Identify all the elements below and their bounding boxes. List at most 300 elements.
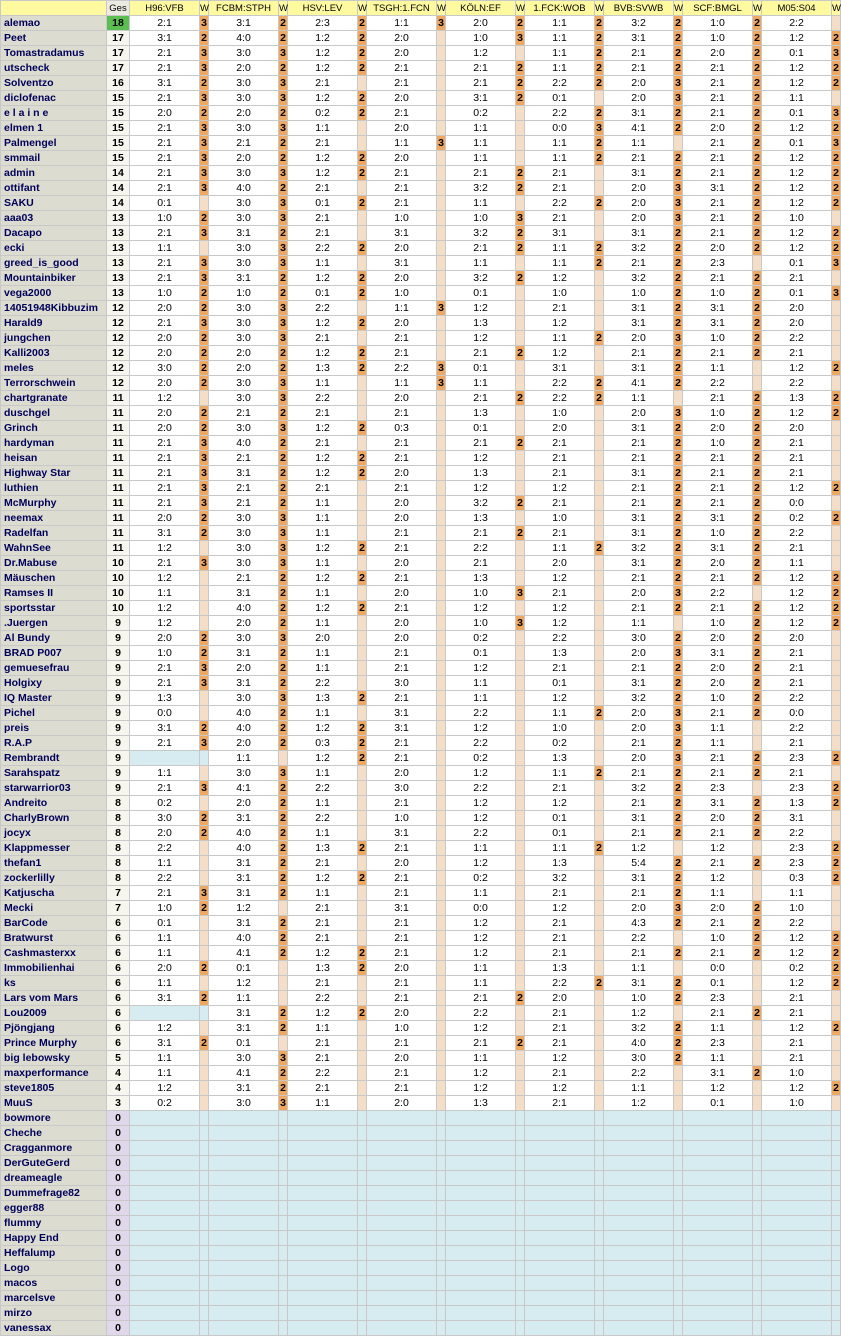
points-cell (200, 1096, 209, 1111)
points-cell: 2 (280, 871, 286, 884)
points-cell: 3 (201, 736, 207, 749)
points-cell: 2 (675, 676, 681, 689)
points-cell (516, 796, 525, 811)
points-cell: 2 (359, 31, 365, 44)
points-cell (279, 1186, 288, 1201)
tip-cell: 2:1 (604, 601, 674, 616)
tip-cell: 0:0 (130, 706, 200, 721)
tip-cell: 2:1 (446, 166, 516, 181)
points-cell: 2 (359, 421, 365, 434)
player-total: 14 (107, 196, 130, 211)
points-cell (358, 661, 367, 676)
points-cell: 2 (675, 736, 681, 749)
tip-cell: 1:2 (762, 151, 832, 166)
tip-cell: 0:3 (367, 421, 437, 436)
points-cell (279, 1141, 288, 1156)
tip-cell (446, 1276, 516, 1291)
tip-cell (683, 1321, 753, 1336)
points-cell: 3 (280, 766, 286, 779)
points-cell (516, 1216, 525, 1231)
tip-cell: 4:1 (209, 946, 279, 961)
tip-cell: 2:0 (683, 676, 753, 691)
tip-cell: 2:1 (525, 886, 595, 901)
tip-cell: 2:0 (367, 586, 437, 601)
tip-cell (762, 1201, 832, 1216)
player-name: Klappmesser (1, 841, 107, 856)
points-cell: 3 (280, 556, 286, 569)
player-name: chartgranate (1, 391, 107, 406)
tip-cell: 2:2 (288, 676, 358, 691)
points-cell (595, 751, 604, 766)
points-cell: 2 (754, 1006, 760, 1019)
points-cell (674, 1321, 683, 1336)
tip-cell: 1:1 (288, 766, 358, 781)
points-cell (516, 901, 525, 916)
points-cell: 3 (201, 121, 207, 134)
player-name: Rembrandt (1, 751, 107, 766)
tip-cell: 2:0 (367, 151, 437, 166)
points-cell: 2 (517, 391, 523, 404)
tip-cell: 1:1 (130, 976, 200, 991)
tip-cell: 2:1 (367, 541, 437, 556)
points-cell: 2 (754, 106, 760, 119)
tip-cell: 2:1 (288, 1051, 358, 1066)
tip-cell: 2:2 (525, 976, 595, 991)
points-cell (595, 361, 604, 376)
player-total: 6 (107, 961, 130, 976)
points-cell: 2 (675, 661, 681, 674)
points-cell: 2 (280, 61, 286, 74)
tip-cell: 2:0 (604, 181, 674, 196)
points-cell: 2 (280, 661, 286, 674)
tip-cell: 1:2 (288, 541, 358, 556)
points-cell (437, 406, 446, 421)
points-cell (516, 931, 525, 946)
points-cell: 2 (280, 736, 286, 749)
points-cell (516, 1231, 525, 1246)
tip-cell: 3:1 (604, 526, 674, 541)
player-name: starwarrior03 (1, 781, 107, 796)
tip-cell: 2:0 (683, 241, 753, 256)
points-cell (674, 1066, 683, 1081)
points-cell (358, 1231, 367, 1246)
points-cell (516, 631, 525, 646)
player-name: Dr.Mabuse (1, 556, 107, 571)
points-cell (674, 616, 683, 631)
points-cell: 2 (596, 241, 602, 254)
points-cell (832, 1141, 841, 1156)
tip-cell: 1:2 (525, 601, 595, 616)
points-cell: 2 (675, 511, 681, 524)
tip-cell: 2:1 (762, 736, 832, 751)
points-cell (200, 1261, 209, 1276)
tip-cell (762, 1246, 832, 1261)
table-row (1, 1096, 841, 1111)
table-row (1, 391, 841, 406)
tip-cell: 2:2 (525, 376, 595, 391)
tip-cell: 0:2 (446, 871, 516, 886)
tip-cell: 1:1 (288, 706, 358, 721)
tip-cell: 1:3 (446, 1096, 516, 1111)
points-cell (437, 226, 446, 241)
points-cell (200, 1171, 209, 1186)
tip-cell: 3:0 (367, 781, 437, 796)
points-cell: 3 (675, 406, 681, 419)
tip-cell: 1:1 (367, 136, 437, 151)
tip-cell: 1:1 (604, 1081, 674, 1096)
points-cell (832, 1306, 841, 1321)
tip-cell: 3:0 (209, 631, 279, 646)
points-cell: 2 (754, 346, 760, 359)
points-cell: 3 (675, 646, 681, 659)
points-cell: 2 (675, 1051, 681, 1064)
player-name: Sarahspatz (1, 766, 107, 781)
points-cell: 2 (754, 796, 760, 809)
points-cell (200, 916, 209, 931)
points-cell (832, 631, 841, 646)
points-cell: 2 (517, 226, 523, 239)
tip-cell: 1:2 (288, 46, 358, 61)
points-cell: 2 (833, 361, 839, 374)
points-cell (200, 841, 209, 856)
points-cell (832, 1201, 841, 1216)
points-cell (358, 1276, 367, 1291)
player-total: 17 (107, 31, 130, 46)
points-cell (516, 571, 525, 586)
points-cell (437, 1051, 446, 1066)
tip-cell: 2:1 (130, 781, 200, 796)
points-cell: 2 (833, 856, 839, 869)
tip-cell (130, 1261, 200, 1276)
points-cell: 2 (833, 841, 839, 854)
tip-cell: 1:2 (525, 796, 595, 811)
player-total: 8 (107, 841, 130, 856)
tip-cell: 0:1 (525, 826, 595, 841)
points-cell (279, 1321, 288, 1336)
points-cell (437, 481, 446, 496)
tip-cell: 1:2 (130, 1081, 200, 1096)
points-cell (595, 466, 604, 481)
tip-cell: 2:1 (288, 1036, 358, 1051)
points-cell (200, 571, 209, 586)
player-total: 12 (107, 346, 130, 361)
tip-cell (130, 1126, 200, 1141)
table-row (1, 931, 841, 946)
points-cell (358, 391, 367, 406)
points-cell: 2 (754, 166, 760, 179)
player-name: Pjöngjang (1, 1021, 107, 1036)
table-row (1, 811, 841, 826)
points-cell: 2 (675, 916, 681, 929)
tip-cell: 2:1 (683, 211, 753, 226)
tip-cell: 1:2 (288, 571, 358, 586)
points-cell (358, 1051, 367, 1066)
tip-cell: 2:3 (288, 16, 358, 31)
tip-cell: 3:2 (604, 541, 674, 556)
tip-cell: 1:2 (762, 31, 832, 46)
points-cell (516, 736, 525, 751)
tip-cell: 2:1 (683, 496, 753, 511)
tip-cell: 2:3 (762, 841, 832, 856)
tip-cell: 1:1 (446, 676, 516, 691)
points-cell (358, 1111, 367, 1126)
tip-cell: 2:1 (683, 601, 753, 616)
points-cell (358, 586, 367, 601)
tip-cell: 2:0 (604, 331, 674, 346)
player-total: 14 (107, 166, 130, 181)
points-cell: 2 (201, 811, 207, 824)
tip-cell: 3:0 (209, 316, 279, 331)
points-cell (200, 706, 209, 721)
tip-cell: 2:1 (130, 166, 200, 181)
w-header: W (595, 2, 604, 14)
tip-cell: 1:2 (209, 976, 279, 991)
tip-cell: 1:2 (604, 1006, 674, 1021)
tip-cell: 2:1 (683, 346, 753, 361)
points-cell (200, 1306, 209, 1321)
tip-cell: 2:2 (525, 76, 595, 91)
points-cell: 3 (280, 1051, 286, 1064)
points-cell (437, 451, 446, 466)
tip-cell: 1:1 (525, 61, 595, 76)
points-cell (516, 316, 525, 331)
tip-cell: 2:3 (762, 751, 832, 766)
tip-cell: 2:1 (367, 61, 437, 76)
tip-cell (525, 1276, 595, 1291)
tip-cell: 1:1 (604, 616, 674, 631)
points-cell (437, 1261, 446, 1276)
tip-cell: 4:0 (209, 181, 279, 196)
tip-cell: 1:0 (446, 31, 516, 46)
tip-cell: 3:0 (209, 766, 279, 781)
tip-cell: 3:0 (209, 211, 279, 226)
points-cell: 2 (280, 286, 286, 299)
points-cell: 3 (517, 211, 523, 224)
header-row (1, 1, 841, 16)
points-cell (516, 1006, 525, 1021)
tip-cell (446, 1141, 516, 1156)
player-name: Peet (1, 31, 107, 46)
tip-cell: 2:2 (762, 721, 832, 736)
tip-cell: 2:1 (762, 766, 832, 781)
points-cell (516, 766, 525, 781)
tip-cell: 1:1 (525, 241, 595, 256)
points-cell (437, 1246, 446, 1261)
tip-cell: 1:2 (288, 91, 358, 106)
points-cell: 3 (201, 316, 207, 329)
tip-cell: 3:2 (525, 871, 595, 886)
points-cell: 2 (833, 181, 839, 194)
tip-cell: 2:1 (604, 886, 674, 901)
tip-cell: 2:1 (209, 136, 279, 151)
points-cell (358, 256, 367, 271)
points-cell (516, 976, 525, 991)
tip-cell (446, 1126, 516, 1141)
tip-cell (446, 1216, 516, 1231)
table-row (1, 481, 841, 496)
table-row (1, 1216, 841, 1231)
points-cell (595, 1276, 604, 1291)
player-total: 8 (107, 856, 130, 871)
tip-cell: 2:1 (683, 826, 753, 841)
points-cell (753, 376, 762, 391)
points-cell: 3 (517, 586, 523, 599)
points-cell (358, 1141, 367, 1156)
table-row (1, 331, 841, 346)
player-total: 13 (107, 241, 130, 256)
points-cell (516, 871, 525, 886)
points-cell: 2 (280, 781, 286, 794)
tip-cell: 1:2 (288, 421, 358, 436)
points-cell: 2 (359, 571, 365, 584)
points-cell (753, 1141, 762, 1156)
points-cell (595, 946, 604, 961)
points-cell: 2 (754, 31, 760, 44)
tip-cell: 2:1 (683, 751, 753, 766)
points-cell (516, 916, 525, 931)
points-cell: 3 (280, 121, 286, 134)
tip-cell: 1:1 (525, 766, 595, 781)
tip-cell (525, 1216, 595, 1231)
points-cell (516, 706, 525, 721)
tip-cell: 1:1 (130, 1066, 200, 1081)
player-total: 10 (107, 556, 130, 571)
tip-cell: 2:1 (288, 76, 358, 91)
tip-cell: 1:2 (130, 616, 200, 631)
player-total: 9 (107, 691, 130, 706)
player-total: 9 (107, 706, 130, 721)
points-cell (832, 346, 841, 361)
points-cell: 2 (833, 511, 839, 524)
points-cell (437, 496, 446, 511)
tip-cell (288, 1126, 358, 1141)
tip-cell: 0:3 (762, 871, 832, 886)
tip-cell: 3:2 (446, 181, 516, 196)
tip-cell: 3:0 (209, 541, 279, 556)
tip-cell: 2:1 (367, 481, 437, 496)
tip-cell: 1:1 (130, 946, 200, 961)
points-cell (516, 661, 525, 676)
table-row (1, 166, 841, 181)
tip-cell: 2:1 (367, 76, 437, 91)
table-row (1, 496, 841, 511)
points-cell: 2 (675, 481, 681, 494)
tip-cell (367, 1276, 437, 1291)
tip-cell: 1:1 (288, 616, 358, 631)
tip-cell (604, 1321, 674, 1336)
player-name: duschgel (1, 406, 107, 421)
points-cell: 2 (675, 946, 681, 959)
points-cell (516, 826, 525, 841)
player-name: bowmore (1, 1111, 107, 1126)
points-cell (279, 991, 288, 1006)
points-cell (358, 526, 367, 541)
tip-cell: 3:1 (209, 586, 279, 601)
tip-cell: 2:1 (683, 61, 753, 76)
points-cell (674, 1306, 683, 1321)
tip-cell: 2:0 (604, 586, 674, 601)
tip-cell: 1:0 (525, 511, 595, 526)
points-cell: 2 (754, 541, 760, 554)
tip-cell: 2:1 (525, 931, 595, 946)
tip-cell (762, 1171, 832, 1186)
tip-cell: 1:0 (683, 526, 753, 541)
player-total: 0 (107, 1231, 130, 1246)
points-cell: 3 (280, 46, 286, 59)
table-row (1, 511, 841, 526)
player-name: luthien (1, 481, 107, 496)
tip-cell: 1:1 (683, 361, 753, 376)
tip-cell: 3:1 (209, 271, 279, 286)
tip-cell: 2:1 (604, 736, 674, 751)
tip-cell: 1:2 (762, 586, 832, 601)
tip-cell: 1:2 (288, 316, 358, 331)
points-cell (437, 511, 446, 526)
table-row (1, 616, 841, 631)
points-cell (832, 1156, 841, 1171)
points-cell (595, 631, 604, 646)
points-cell: 2 (675, 16, 681, 29)
points-cell: 2 (675, 631, 681, 644)
points-cell: 2 (201, 301, 207, 314)
tip-cell: 2:1 (446, 1036, 516, 1051)
tip-cell (130, 1006, 200, 1021)
points-cell: 2 (754, 481, 760, 494)
player-name: Prince Murphy (1, 1036, 107, 1051)
tip-cell: 2:1 (683, 106, 753, 121)
tip-cell: 1:2 (525, 1051, 595, 1066)
points-cell: 2 (517, 61, 523, 74)
tip-cell (367, 1231, 437, 1246)
tip-cell: 2:1 (130, 676, 200, 691)
tip-cell: 4:1 (209, 1066, 279, 1081)
points-cell: 2 (280, 481, 286, 494)
tip-cell (762, 1291, 832, 1306)
player-total: 6 (107, 1036, 130, 1051)
points-cell (516, 1111, 525, 1126)
points-cell: 3 (201, 676, 207, 689)
tip-cell: 3:1 (367, 256, 437, 271)
points-cell (595, 436, 604, 451)
points-cell: 2 (675, 871, 681, 884)
points-cell (595, 1021, 604, 1036)
tip-cell: 2:0 (367, 556, 437, 571)
points-cell: 2 (675, 1021, 681, 1034)
tip-cell: 1:2 (762, 976, 832, 991)
tip-cell (209, 1306, 279, 1321)
tip-cell (130, 1216, 200, 1231)
points-cell (595, 736, 604, 751)
points-cell: 2 (359, 361, 365, 374)
tip-cell: 2:2 (288, 241, 358, 256)
tip-cell: 2:2 (604, 931, 674, 946)
points-cell (832, 1111, 841, 1126)
points-cell (832, 1051, 841, 1066)
tip-cell: 2:3 (683, 1036, 753, 1051)
tip-cell: 1:0 (367, 811, 437, 826)
points-cell (516, 601, 525, 616)
match-header: SCF:BMGL (683, 1, 753, 16)
points-cell: 2 (280, 571, 286, 584)
points-cell (595, 916, 604, 931)
tip-cell (762, 1156, 832, 1171)
tip-cell: 2:0 (130, 331, 200, 346)
player-name: greed_is_good (1, 256, 107, 271)
tip-cell (604, 1276, 674, 1291)
table-row (1, 151, 841, 166)
tip-cell: 0:2 (446, 631, 516, 646)
tip-cell: 3:1 (604, 166, 674, 181)
